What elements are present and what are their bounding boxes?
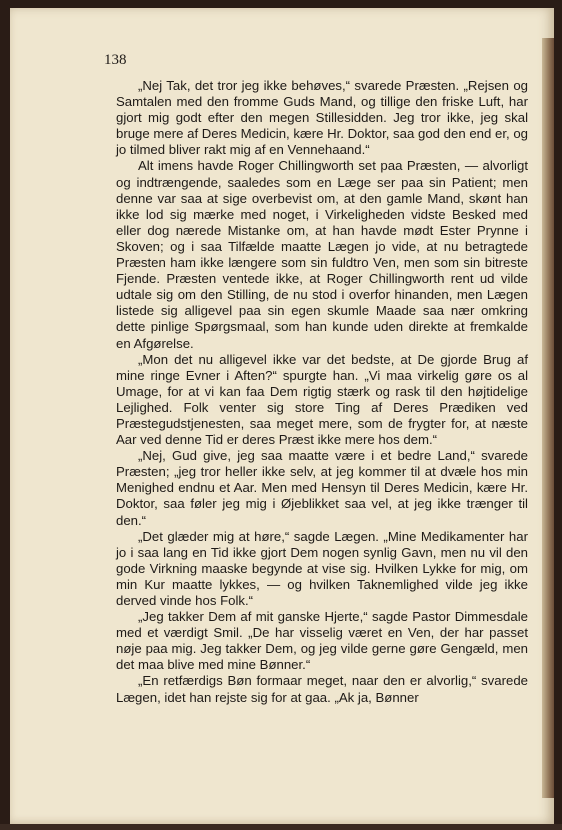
body-text — [116, 78, 528, 706]
page-number: 138 — [104, 52, 127, 68]
paragraph: „Nej Tak, det tror jeg ikke behøves,“ svarede Præsten. „Rejsen og Samtalen med den fromme Guds Mand, og tillige den friske Luft, har gjort mig godt efter den megen Stillesidden. Jeg tror ikke, jeg skal bruge mere af Deres Medicin, kære Hr. Doktor, saa god den end er, og jo tilmed bliver rakt mig af en Vennehaand.“ — [116, 78, 528, 158]
paragraph: Alt imens havde Roger Chillingworth set paa Præsten, — alvorligt og indtrængende, saaledes som en Læge ser paa sin Patient; men denne var saa at sige overbevist om, at den gamle Mand, skønt han ikke lod sig mærke med noget, i Virkeligheden vidste Besked med eller dog nærede Mistanke om, at han havde mødt Ester Prynne i Skoven; og i saa Tilfælde maatte Lægen jo vide, at nu betragtede Præsten ham ikke længere som sin fuldtro Ven, men som sin bitreste Fjende. Præsten ventede ikke, at Roger Chillingworth rent ud vilde udtale sig om den Stilling, de nu stod i overfor hinanden, men Lægen listede sig alligevel paa sin egen skumle Maade saa nær omkring dette pinlige Spørgsmaal, som han kunde uden direkte at fremkalde en Afgørelse. — [116, 158, 528, 351]
paragraph: „Nej, Gud give, jeg saa maatte være i et bedre Land,“ svarede Præsten; „jeg tror heller ikke selv, at jeg kommer til at dvæle hos min Menighed endnu et Aar. Men med Hensyn til Deres Medicin, kære Hr. Doktor, saa føler jeg mig i Øjeblikket saa vel, at jeg ikke trænger til den.“ — [116, 448, 528, 528]
paragraph: „Mon det nu alligevel ikke var det bedste, at De gjorde Brug af mine ringe Evner i Aften?“ spurgte han. „Vi maa virkelig gøre os al Umage, for at vi kan faa Dem rigtig stærk og rask til den højtidelige Lejlighed. Folk venter sig store Ting af Deres Prædiken ved Præstegudstjenesten, saa meget mere, som de frygter for, at næste Aar ved denne Tid er deres Præst ikke mere hos dem.“ — [116, 351, 528, 448]
page-bottom-edge — [0, 824, 562, 830]
paragraph: „En retfærdigs Bøn formaar meget, naar den er alvorlig,“ svarede Lægen, idet han rejste sig for at gaa. „Ak ja, Bønner — [116, 673, 528, 705]
page-edge-shadow — [542, 38, 554, 798]
paragraph: „Det glæder mig at høre,“ sagde Lægen. „Mine Medikamenter har jo i saa lang en Tid ikke gjort Dem nogen synlig Gavn, men nu vil den gode Virkning maaske begynde at vise sig. Hvilken Lykke for mig, om min Kur maatte lykkes, — og hvilken Taknemlighed vilde jeg ikke derved vinde hos Folk.“ — [116, 528, 528, 608]
paragraph: „Jeg takker Dem af mit ganske Hjerte,“ sagde Pastor Dimmesdale med et værdigt Smil. „De har visselig været en Ven, der har passet nøje paa mig. Jeg takker Dem, og jeg vilde gerne gøre Gengæld, men det maa blive med mine Bønner.“ — [116, 609, 528, 673]
book-page — [10, 8, 554, 826]
